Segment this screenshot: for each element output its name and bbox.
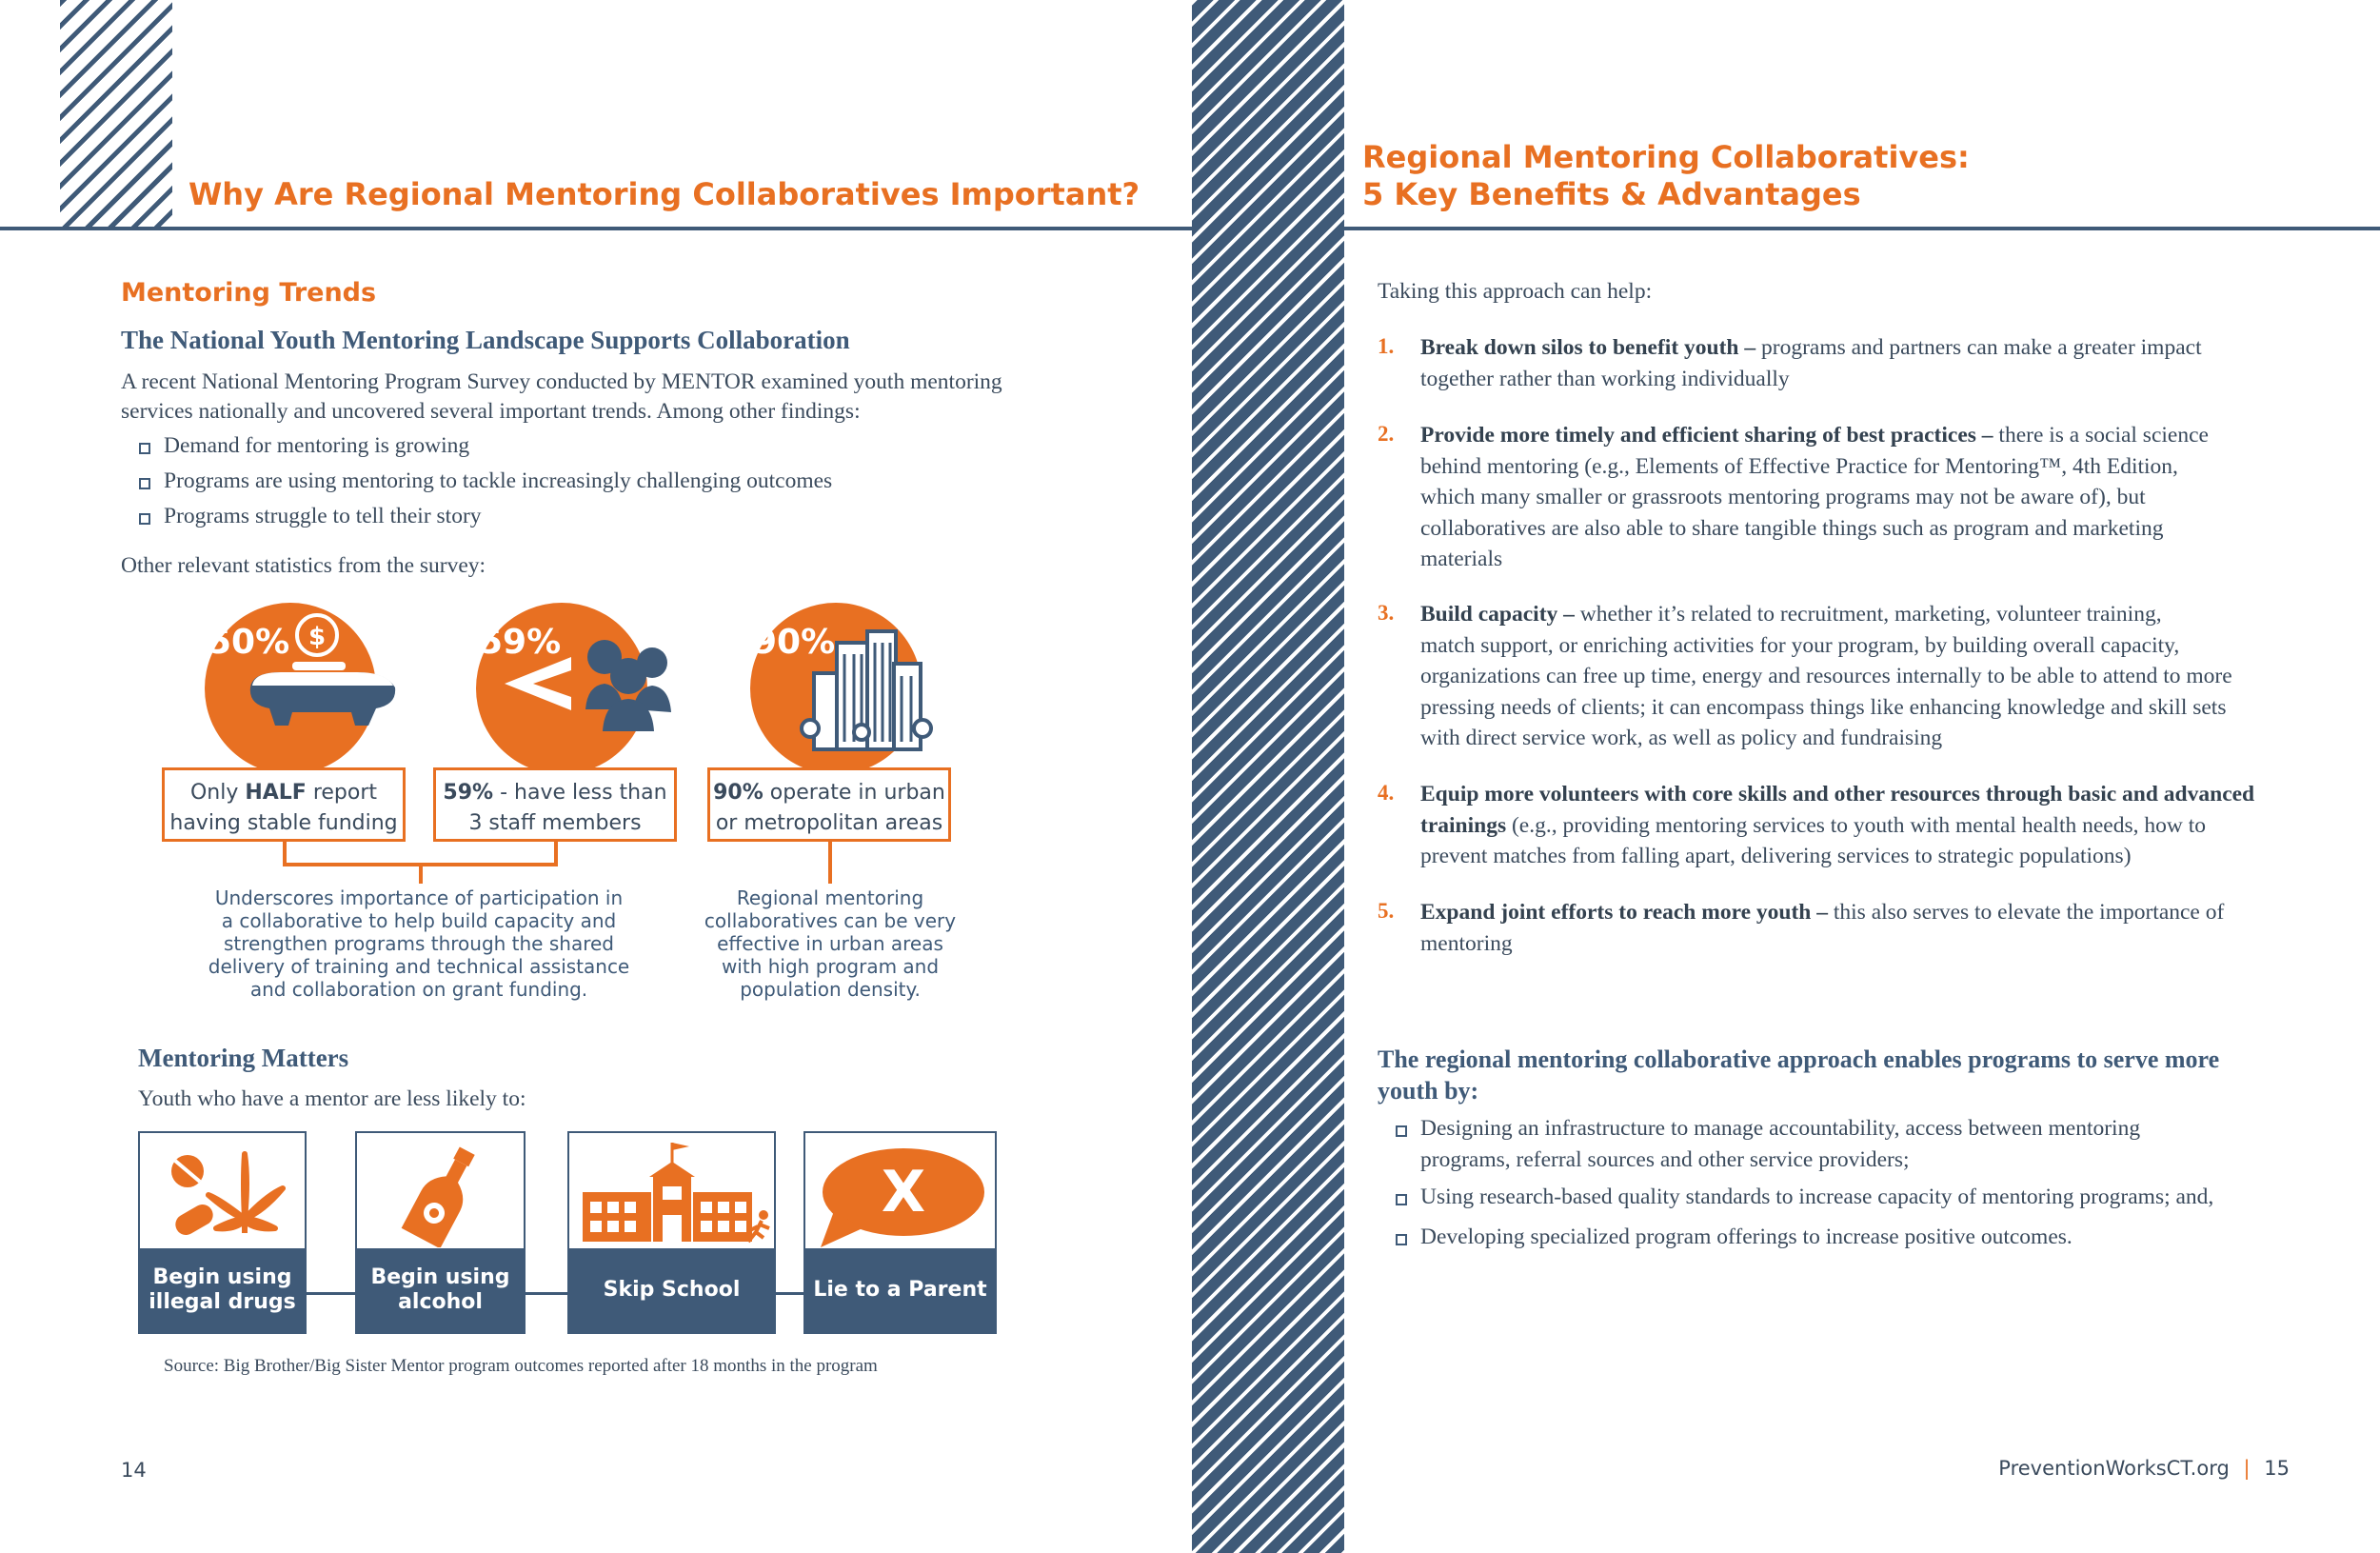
benefit-item-5 bbox=[1420, 897, 2372, 959]
benefit-item-4 bbox=[1420, 779, 2372, 872]
note-line: with high program and bbox=[721, 955, 940, 978]
footer bbox=[1998, 1457, 2290, 1480]
tile-label-line: Begin using bbox=[370, 1265, 510, 1289]
stat-box-urban-post: operate in urban bbox=[763, 781, 945, 805]
stat-box-staff-bold: 59% bbox=[443, 781, 494, 805]
bullet-marker bbox=[1396, 1234, 1407, 1245]
stat-box-urban-line2: or metropolitan areas bbox=[715, 811, 943, 835]
center-spine-hatch-decoration bbox=[1192, 0, 1344, 1553]
benefit-text: behind mentoring (e.g., Elements of Effective Practice for Mentoring™, 4th Edition, bbox=[1420, 453, 2178, 479]
benefit-item-3 bbox=[1420, 599, 2372, 754]
connector-line bbox=[419, 863, 423, 884]
note-line: effective in urban areas bbox=[717, 932, 943, 955]
section-heading-mentoring-trends: Mentoring Trends bbox=[121, 278, 377, 308]
subtitle-landscape: The National Youth Mentoring Landscape Supports Collaboration bbox=[121, 326, 850, 354]
stat-box-funding-bold: HALF bbox=[245, 781, 307, 805]
connector-line bbox=[828, 842, 832, 884]
benefit-text: materials bbox=[1420, 547, 1503, 571]
mentoring-matters-heading: Mentoring Matters bbox=[138, 1044, 349, 1072]
city-buildings-icon bbox=[795, 624, 938, 752]
svg-text:$: $ bbox=[307, 623, 327, 651]
item-number: 1. bbox=[1378, 334, 1395, 358]
benefit-bold: trainings bbox=[1420, 812, 1507, 838]
tile-alcohol bbox=[355, 1131, 526, 1334]
benefit-bold: Expand joint efforts to reach more youth – bbox=[1420, 900, 1828, 925]
footer-website-link[interactable]: PreventionWorksCT.org bbox=[1998, 1457, 2230, 1480]
right-page-number: 15 bbox=[2264, 1457, 2290, 1480]
approach-bullet-text: Designing an infrastructure to manage accountability, access between mentoring bbox=[1420, 1116, 2141, 1141]
left-page-title: Why Are Regional Mentoring Collaboratives Important? bbox=[188, 176, 1140, 212]
note-urban-effectiveness bbox=[687, 886, 973, 1001]
note-line: collaboratives can be very bbox=[704, 909, 957, 932]
pill-leaf-icon bbox=[149, 1143, 299, 1247]
approach-heading-line: The regional mentoring collaborative approach enables programs to serve more bbox=[1378, 1045, 2220, 1073]
top-left-hatch-decoration bbox=[60, 0, 172, 227]
footer-separator: | bbox=[2243, 1457, 2251, 1480]
approach-bullet-1 bbox=[1420, 1113, 2363, 1175]
item-number: 2. bbox=[1378, 422, 1395, 446]
approach-heading bbox=[1378, 1044, 2358, 1106]
people-group-icon bbox=[481, 619, 681, 743]
trend-bullet-2: Programs are using mentoring to tackle increasingly challenging outcomes bbox=[164, 468, 833, 493]
stat-box-staff-line2: 3 staff members bbox=[468, 811, 642, 835]
tile-label-lie-to-parent bbox=[805, 1248, 995, 1332]
benefit-item-2 bbox=[1420, 420, 2372, 575]
stat-percent-59: 59% bbox=[479, 623, 562, 662]
benefit-text: which many smaller or grassroots mentoring programs may not be aware of), but bbox=[1420, 485, 2146, 509]
stat-box-staff bbox=[433, 767, 677, 842]
tile-illegal-drugs bbox=[138, 1131, 307, 1334]
right-page-title-line-2: 5 Key Benefits & Advantages bbox=[1362, 176, 1861, 212]
benefit-text: collaboratives are also able to share tangible things such as program and marketing bbox=[1420, 515, 2164, 541]
benefit-text: (e.g., providing mentoring services to youth with mental health needs, how to bbox=[1506, 812, 2206, 838]
approach-bullet-text: Using research-based quality standards to increase capacity of mentoring programs; and, bbox=[1420, 1185, 2214, 1209]
tile-label-line: Skip School bbox=[603, 1278, 741, 1302]
benefit-bold: Equip more volunteers with core skills and other resources through basic and advanced bbox=[1420, 782, 2255, 806]
tile-label-line: illegal drugs bbox=[149, 1290, 296, 1314]
benefit-text: together rather than working individually bbox=[1420, 366, 1790, 391]
note-collaborative-capacity bbox=[190, 886, 647, 1001]
tile-label-skip-school bbox=[569, 1248, 774, 1332]
approach-bullet-3 bbox=[1420, 1222, 2363, 1253]
mentoring-matters-intro: Youth who have a mentor are less likely to: bbox=[138, 1086, 526, 1111]
benefit-text: there is a social science bbox=[1993, 423, 2209, 448]
stat-percent-50: 50% bbox=[208, 623, 290, 662]
stat-box-staff-post: - have less than bbox=[493, 781, 667, 805]
note-line: and collaboration on grant funding. bbox=[249, 978, 588, 1001]
left-page-number: 14 bbox=[121, 1459, 147, 1482]
trend-bullet-3: Programs struggle to tell their story bbox=[164, 504, 482, 528]
approach-bullet-text: programs, referral sources and other service providers; bbox=[1420, 1146, 1910, 1172]
benefit-text: organizations can free up time, energy and resources internally to be able to attend to more bbox=[1420, 664, 2232, 688]
approach-heading-line: youth by: bbox=[1378, 1077, 1479, 1105]
stat-box-funding bbox=[162, 767, 406, 842]
stat-box-funding-post: report bbox=[306, 781, 378, 805]
x-mark: X bbox=[881, 1159, 926, 1225]
right-title-rule bbox=[1344, 227, 2380, 230]
note-line: Regional mentoring bbox=[736, 886, 924, 909]
benefit-bold: Build capacity – bbox=[1420, 602, 1575, 627]
approach-bullet-2 bbox=[1420, 1182, 2363, 1213]
speech-x-icon bbox=[815, 1145, 989, 1251]
tile-lie-to-parent bbox=[803, 1131, 997, 1334]
stat-percent-90: 90% bbox=[753, 623, 836, 662]
bullet-marker bbox=[1396, 1125, 1407, 1137]
benefit-text: whether it’s related to recruitment, marketing, volunteer training, bbox=[1574, 602, 2162, 627]
benefit-bold: Break down silos to benefit youth – bbox=[1420, 335, 1756, 360]
note-line: population density. bbox=[740, 978, 921, 1001]
benefit-text: pressing needs of clients; it can encompass things like enhancing knowledge and skill sets bbox=[1420, 694, 2227, 720]
benefit-bold: Provide more timely and efficient sharing of best practices – bbox=[1420, 423, 1993, 448]
tile-label-line: Begin using bbox=[152, 1265, 292, 1289]
stat-box-urban bbox=[707, 767, 951, 842]
benefit-text: match support, or enriching activities for your program, by building overall capacity, bbox=[1420, 632, 2180, 658]
intro-line-1: A recent National Mentoring Program Survey conducted by MENTOR examined youth mentoring bbox=[121, 369, 1002, 394]
tile-connector-line bbox=[524, 1292, 569, 1295]
intro-line-2: services nationally and uncovered several important trends. Among other findings: bbox=[121, 399, 861, 424]
benefit-item-1 bbox=[1420, 332, 2372, 394]
note-line: a collaborative to help build capacity and bbox=[221, 909, 617, 932]
tile-connector-line bbox=[774, 1292, 805, 1295]
benefit-text: with direct service work, as well as policy and fundraising bbox=[1420, 726, 1943, 750]
note-line: delivery of training and technical assistance bbox=[208, 955, 630, 978]
tile-label-line: Lie to a Parent bbox=[813, 1278, 987, 1302]
approach-bullet-text: Developing specialized program offerings to increase positive outcomes. bbox=[1420, 1224, 2073, 1249]
benefit-text: this also serves to elevate the importance of bbox=[1827, 900, 2225, 925]
bullet-marker bbox=[139, 513, 150, 525]
right-page-title-line-1: Regional Mentoring Collaboratives: bbox=[1362, 139, 1970, 175]
right-intro: Taking this approach can help: bbox=[1378, 279, 1653, 304]
item-number: 4. bbox=[1378, 781, 1395, 805]
stat-box-funding-line2: having stable funding bbox=[169, 811, 398, 835]
tile-label-alcohol bbox=[357, 1248, 524, 1332]
stat-box-urban-bold: 90% bbox=[713, 781, 764, 805]
piggy-bank-icon bbox=[243, 609, 405, 762]
trend-bullet-1: Demand for mentoring is growing bbox=[164, 433, 470, 458]
benefit-text: prevent matches from falling apart, delivering services to strategic populations) bbox=[1420, 844, 2132, 868]
tile-label-illegal-drugs bbox=[140, 1248, 305, 1332]
other-stats-label: Other relevant statistics from the survey: bbox=[121, 553, 486, 578]
connector-line bbox=[554, 842, 558, 865]
note-line: Underscores importance of participation in bbox=[214, 886, 624, 909]
bullet-marker bbox=[139, 443, 150, 454]
tile-connector-line bbox=[305, 1292, 357, 1295]
bottle-icon bbox=[386, 1143, 500, 1247]
connector-line bbox=[283, 842, 287, 865]
item-number: 5. bbox=[1378, 899, 1395, 923]
benefit-text: programs and partners can make a greater impact bbox=[1755, 335, 2202, 360]
item-number: 3. bbox=[1378, 601, 1395, 625]
tile-label-line: alcohol bbox=[398, 1290, 483, 1314]
tile-skip-school bbox=[567, 1131, 776, 1334]
school-building-icon bbox=[577, 1139, 772, 1248]
bullet-marker bbox=[1396, 1194, 1407, 1205]
bullet-marker bbox=[139, 478, 150, 489]
benefit-text: mentoring bbox=[1420, 930, 1513, 956]
stat-box-funding-pre: Only bbox=[189, 781, 246, 805]
note-line: strengthen programs through the shared bbox=[224, 932, 614, 955]
left-title-rule bbox=[0, 227, 1192, 230]
source-citation: Source: Big Brother/Big Sister Mentor program outcomes reported after 18 months in the program bbox=[164, 1356, 878, 1376]
